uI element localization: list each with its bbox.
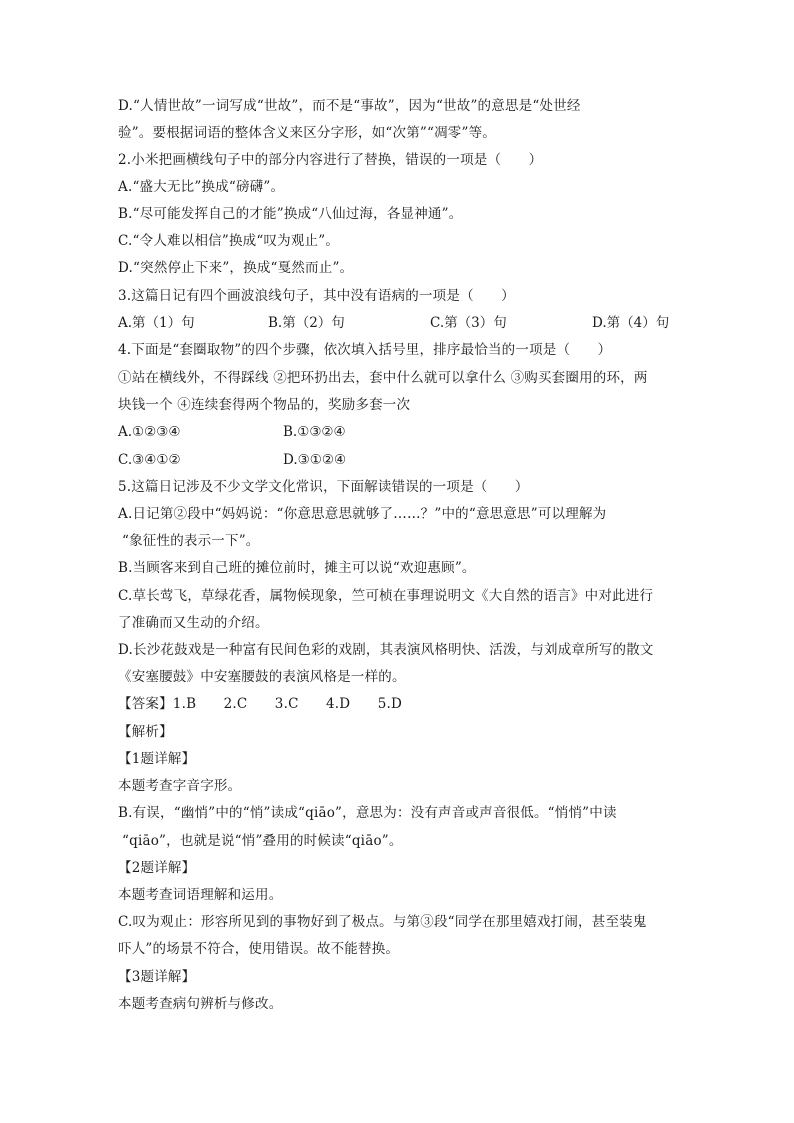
q5-option-d-line2: 《安塞腰鼓》中安塞腰鼓的表演风格是一样的。	[118, 669, 406, 685]
detail-1-line3: “qiāo”，也就是说“悄”叠用的时候读“qiāo”。	[122, 833, 403, 849]
analysis-title: 【解析】	[118, 724, 173, 740]
detail-1-line1: 本题考查字音字形。	[118, 778, 242, 794]
q4-stem: 4.下面是“套圈取物”的四个步骤，依次填入括号里，排序最恰当的一项是（ ）	[118, 342, 612, 358]
q4-option-b: B.①③②④	[283, 424, 346, 440]
q4-option-a: A.①②③④	[118, 424, 181, 440]
q5-option-a-line2: “象征性的表示一下”。	[122, 533, 260, 549]
detail-2-line2: C.叹为观止：形容所见到的事物好到了极点。与第③段“同学在那里嬉戏打闹，甚至装鬼	[118, 914, 647, 930]
q2-option-a: A.“盛大无比”换成“磅礴”。	[118, 179, 285, 195]
q5-option-c-line1: C.草长莺飞，草绿花香，属物候现象，竺可桢在事理说明文《大自然的语言》中对此进行	[118, 588, 654, 604]
q2-option-b: B.“尽可能发挥自己的才能”换成“八仙过海，各显神通”。	[118, 206, 463, 222]
q4-option-d: D.③①②④	[283, 452, 347, 468]
q3-stem: 3.这篇日记有四个画波浪线句子，其中没有语病的一项是（ ）	[118, 288, 515, 304]
detail-1-line2: B.有误，“幽悄”中的“悄”读成“qiāo”，意思为：没有声音或声音很低。“悄悄”中读	[118, 805, 617, 821]
q2-stem: 2.小米把画横线句子中的部分内容进行了替换，错误的一项是（ ）	[118, 152, 543, 168]
q4-option-c: C.③④①②	[118, 452, 181, 468]
q1-option-d-line1: D.“人情世故”一词写成“世故”，而不是“事故”，因为“世故”的意思是“处世经	[118, 98, 581, 114]
q5-option-d-line1: D.长沙花鼓戏是一种富有民间色彩的戏剧，其表演风格明快、活泼，与刘成章所写的散文	[118, 642, 654, 658]
q1-option-d-line2: 验”。要根据词语的整体含义来区分字形，如“次第”“凋零”等。	[118, 125, 497, 141]
q4-body-line2: 块钱一个 ④连续套得两个物品的，奖励多套一次	[118, 397, 411, 413]
q2-option-d: D.“突然停止下来”，换成“戛然而止”。	[118, 260, 354, 276]
q3-option-c: C.第（3）句	[430, 315, 507, 331]
q5-option-a-line1: A.日记第②段中“妈妈说：“你意思意思就够了……？”中的“意思意思”可以理解为	[118, 506, 607, 522]
detail-2-heading: 【2题详解】	[118, 860, 196, 876]
q5-option-b: B.当顾客来到自己班的摊位前时，摊主可以说“欢迎惠顾”。	[118, 560, 476, 576]
answer-line: 【答案】1.B 2.C 3.C 4.D 5.D	[118, 696, 403, 712]
detail-2-line3: 吓人”的场景不符合，使用错误。故不能替换。	[118, 941, 400, 957]
detail-2-line1: 本题考查词语理解和运用。	[118, 887, 283, 903]
q3-option-d: D.第（4）句	[592, 315, 670, 331]
q5-stem: 5.这篇日记涉及不少文学文化常识，下面解读错误的一项是（ ）	[118, 479, 529, 495]
q3-option-b: B.第（2）句	[268, 315, 345, 331]
detail-1-heading: 【1题详解】	[118, 751, 196, 767]
q4-body-line1: ①站在横线外，不得踩线 ②把环扔出去，套中什么就可以拿什么 ③购买套圈用的环，两	[118, 370, 648, 386]
q5-option-c-line2: 了准确而又生动的介绍。	[118, 615, 269, 631]
detail-3-line1: 本题考查病句辨析与修改。	[118, 996, 283, 1012]
q3-option-a: A.第（1）句	[118, 315, 195, 331]
detail-3-heading: 【3题详解】	[118, 969, 196, 985]
q2-option-c: C.“令人难以相信”换成“叹为观止”。	[118, 233, 340, 249]
